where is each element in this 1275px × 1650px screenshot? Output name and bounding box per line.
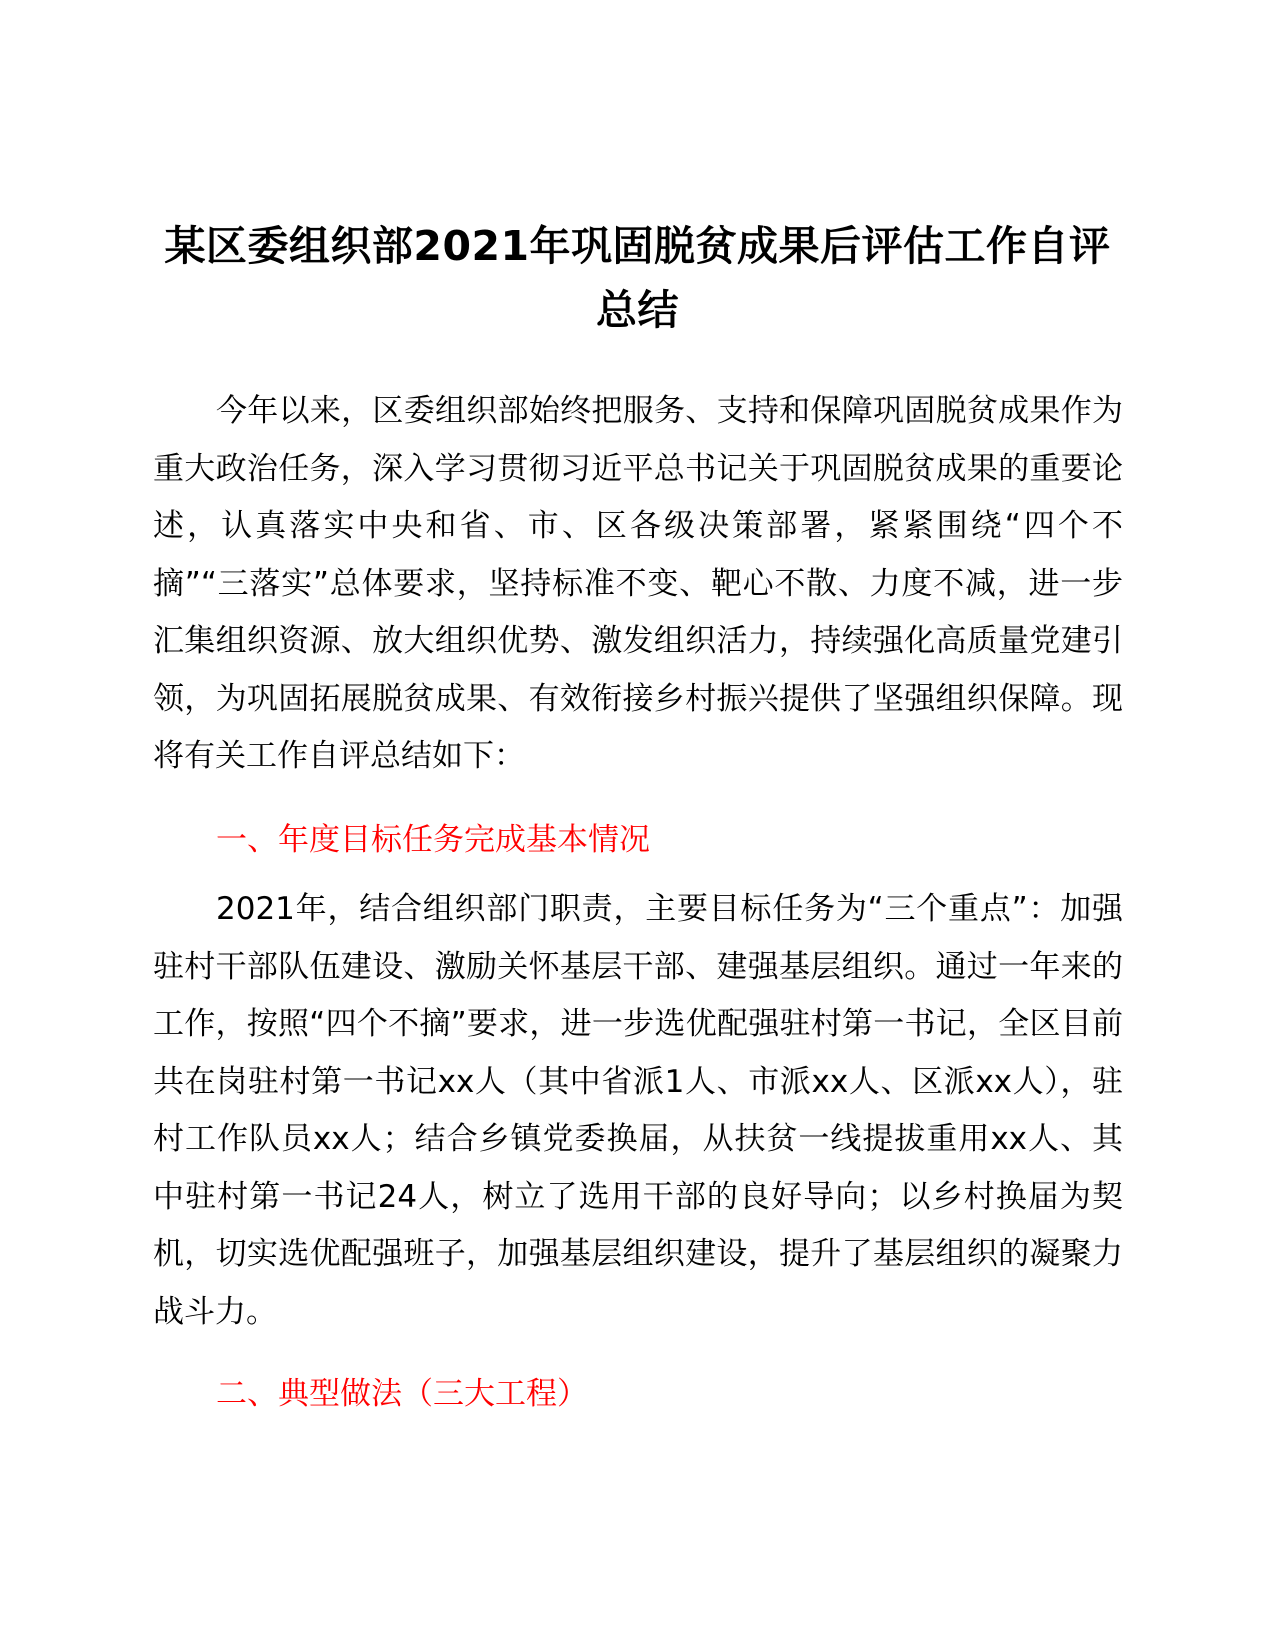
section-heading-2: 二、典型做法（三大工程） [216,1376,588,1412]
document-title: 某区委组织部2021年巩固脱贫成果后评估工作自评总结 [164,222,1111,334]
section-heading-1: 一、年度目标任务完成基本情况 [216,822,650,858]
section-1-paragraph: 2021年，结合组织部门职责，主要目标任务为“三个重点”：加强驻村干部队伍建设、激励关怀基层干部、建强基层组织。通过一年来的工作，按照“四个不摘”要求，进一步选优配强驻村第一书记，全区目前共在岗驻村第一书记xx人（其中省派1人、市派xx人、区派xx人），驻村工作队员xx人；结合乡镇党委换届，从扶贫一线提拔重用xx人、其中驻村第一书记24人，树立了选用干部的良好导向；以乡村换届为契机，切实选优配强班子，加强基层组织建设，提升了基层组织的凝聚力战斗力。 [153,891,1123,1330]
intro-paragraph: 今年以来，区委组织部始终把服务、支持和保障巩固脱贫成果作为重大政治任务，深入学习贯彻习近平总书记关于巩固脱贫成果的重要论述，认真落实中央和省、市、区各级决策部署，紧紧围绕“四个不摘”“三落实”总体要求，坚持标准不变、靶心不散、力度不减，进一步汇集组织资源、放大组织优势、激发组织活力，持续强化高质量党建引领，为巩固拓展脱贫成果、有效衔接乡村振兴提供了坚强组织保障。现将有关工作自评总结如下： [153,393,1123,774]
